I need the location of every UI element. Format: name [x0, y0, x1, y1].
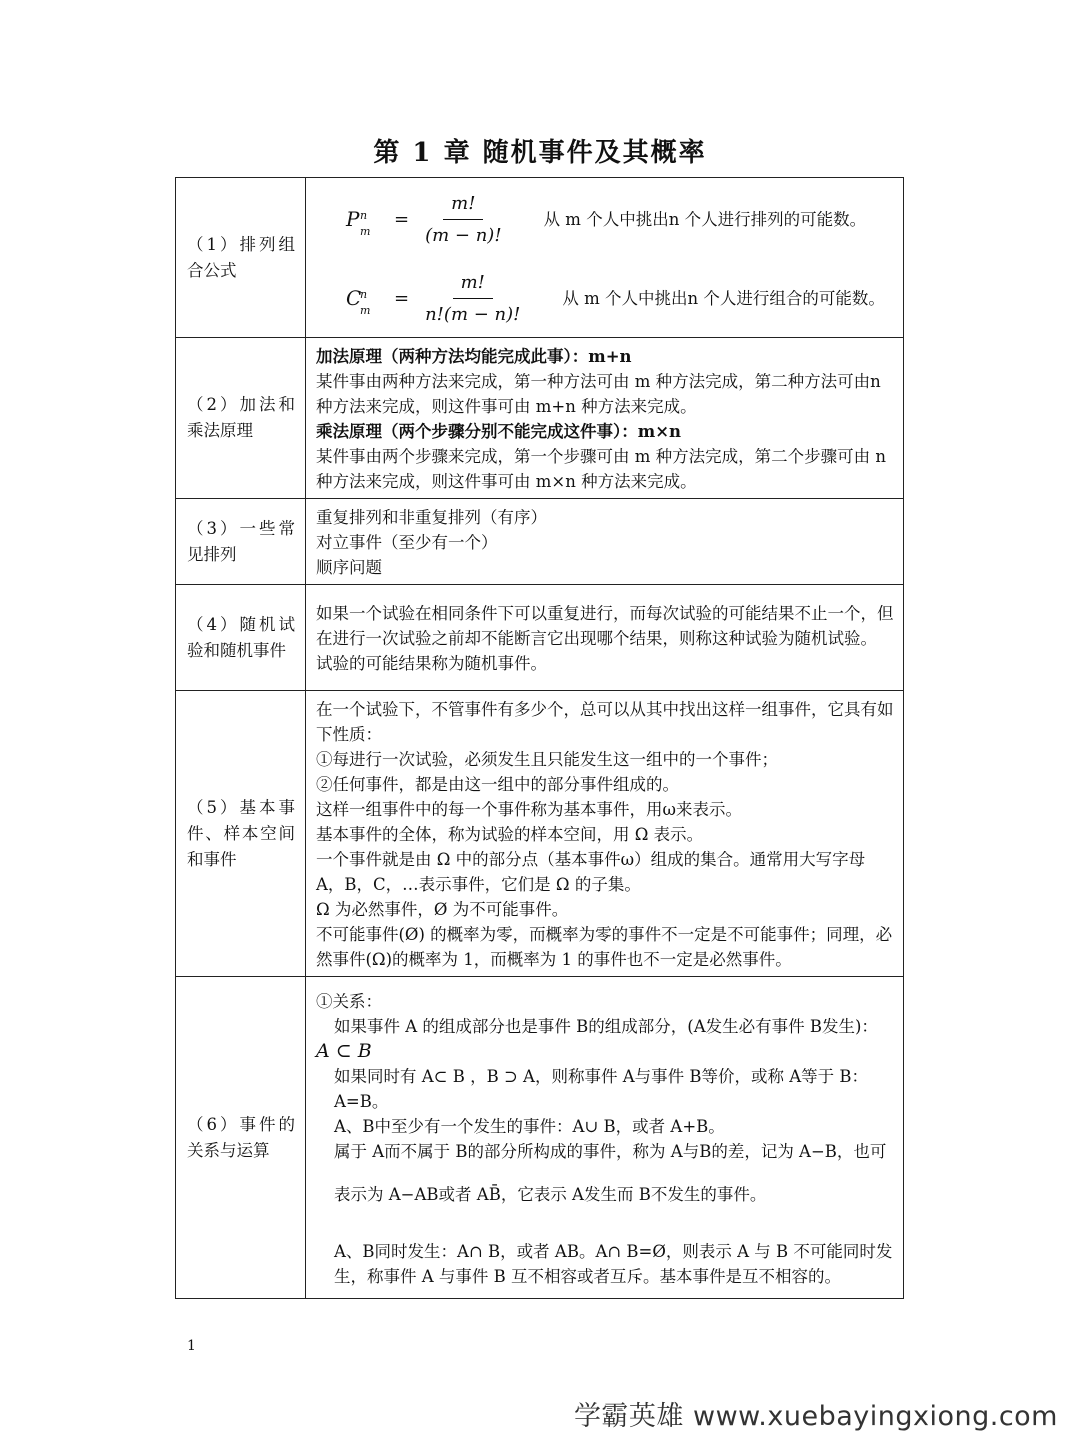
- row-label: （6）事件的关系与运算: [176, 977, 306, 1299]
- paragraph: 属于 A而不属于 B的部分所构成的事件，称为 A与B的差，记为 A−B，也可: [334, 1141, 887, 1161]
- formula-fraction: $\frac{m!}{n!(m - n)!}$: [425, 271, 521, 325]
- table-row: [176, 338, 904, 499]
- multiplication-principle-heading: 乘法原理（两个步骤分别不能完成这件事）：m×n: [316, 422, 682, 441]
- row-content: [306, 691, 904, 977]
- row-content: [306, 338, 904, 499]
- table-row: [176, 977, 904, 1299]
- formula-symbol: P n m: [346, 206, 371, 238]
- paragraph: 如果事件 A 的组成部分也是事件 B的组成部分，(A发生必有事件 B发生)：: [334, 1016, 878, 1036]
- paragraph: 这样一组事件中的每一个事件称为基本事件，用ω来表示。: [316, 800, 742, 819]
- paragraph: 在一个试验下，不管事件有多少个，总可以从其中找出这样一组事件，它具有如下性质：: [316, 700, 894, 744]
- row-label: （1）排列组合公式: [176, 178, 306, 338]
- paragraph: ②任何事件，都是由这一组中的部分事件组成的。: [316, 775, 679, 794]
- row-content: [306, 178, 904, 338]
- combination-formula: C n m = $\frac{m!}{n!(m - n)!}$ 从 m 个人中挑出n 个人进行组合的可能数。: [346, 271, 885, 325]
- paragraph: ①每进行一次试验，必须发生且只能发生这一组中的一个事件；: [316, 750, 778, 769]
- paragraph: 对立事件（至少有一个）: [316, 533, 498, 552]
- table-row: [176, 691, 904, 977]
- formula-symbol: C n m: [346, 285, 371, 317]
- table-row: [176, 178, 904, 338]
- paragraph: 某件事由两个步骤来完成，第一个步骤可由 m 种方法完成，第二个步骤可由 n 种方法来完成，则这件事可由 m×n 种方法来完成。: [316, 447, 887, 491]
- row-label: （2）加法和乘法原理: [176, 338, 306, 499]
- formula-description: 从 m 个人中挑出n 个人进行组合的可能数。: [562, 288, 885, 308]
- watermark: 学霸英雄 www.xuebayingxiong.com: [573, 1401, 1058, 1432]
- paragraph: A、B中至少有一个发生的事件：A∪ B，或者 A+B。: [334, 1116, 725, 1136]
- paragraph: 不可能事件(Ø) 的概率为零，而概率为零的事件不一定是不可能事件；同理，必然事件(Ω)的概率为 1，而概率为 1 的事件也不一定是必然事件。: [316, 925, 893, 969]
- row-content: [306, 977, 904, 1299]
- paragraph: Ω 为必然事件，Ø 为不可能事件。: [316, 900, 569, 919]
- paragraph: 某件事由两种方法来完成，第一种方法可由 m 种方法完成，第二种方法可由n 种方法来完成，则这件事可由 m+n 种方法来完成。: [316, 372, 881, 416]
- paragraph: 表示为 A−AB或者 AB̄，它表示 A发生而 B不发生的事件。: [334, 1184, 767, 1204]
- table-row: [176, 499, 904, 585]
- paragraph: 如果一个试验在相同条件下可以重复进行，而每次试验的可能结果不止一个，但在进行一次试验之前却不能断言它出现哪个结果，则称这种试验为随机试验。: [316, 604, 894, 648]
- permutation-formula: P n m = $\frac{m!}{(m - n)!}$ 从 m 个人中挑出n 个人进行排列的可能数。: [346, 192, 867, 246]
- formula-table: [175, 177, 904, 1299]
- row-content: [306, 499, 904, 585]
- formula-description: 从 m 个人中挑出n 个人进行排列的可能数。: [543, 209, 867, 229]
- subset-formula: A ⊂ B: [316, 1039, 372, 1062]
- formula-fraction: $\frac{m!}{(m - n)!}$: [425, 192, 502, 246]
- row-content: [306, 585, 904, 691]
- paragraph: 一个事件就是由 Ω 中的部分点（基本事件ω）组成的集合。通常用大写字母 A，B，C，…表示事件，它们是 Ω 的子集。: [316, 850, 866, 894]
- page-number: 1: [187, 1338, 196, 1354]
- paragraph: 基本事件的全体，称为试验的样本空间，用 Ω 表示。: [316, 825, 704, 844]
- row-label: （5）基本事件、样本空间和事件: [176, 691, 306, 977]
- table-row: [176, 585, 904, 691]
- paragraph: 顺序问题: [316, 558, 382, 577]
- paragraph: 试验的可能结果称为随机事件。: [316, 654, 547, 673]
- row-label: （3）一些常见排列: [176, 499, 306, 585]
- addition-principle-heading: 加法原理（两种方法均能完成此事）：m+n: [316, 347, 632, 366]
- row-label: （4）随机试验和随机事件: [176, 585, 306, 691]
- paragraph: A、B同时发生：A∩ B，或者 AB。A∩ B=Ø，则表示 A 与 B 不可能同时发生，称事件 A 与事件 B 互不相容或者互斥。基本事件是互不相容的。: [334, 1241, 893, 1286]
- paragraph: 重复排列和非重复排列（有序）: [316, 508, 547, 527]
- page-title: 第 1 章 随机事件及其概率: [373, 138, 707, 168]
- paragraph: 如果同时有 A⊂ B ，B ⊃ A，则称事件 A与事件 B等价，或称 A等于 B：A=B。: [334, 1066, 869, 1111]
- paragraph: ①关系：: [316, 991, 382, 1011]
